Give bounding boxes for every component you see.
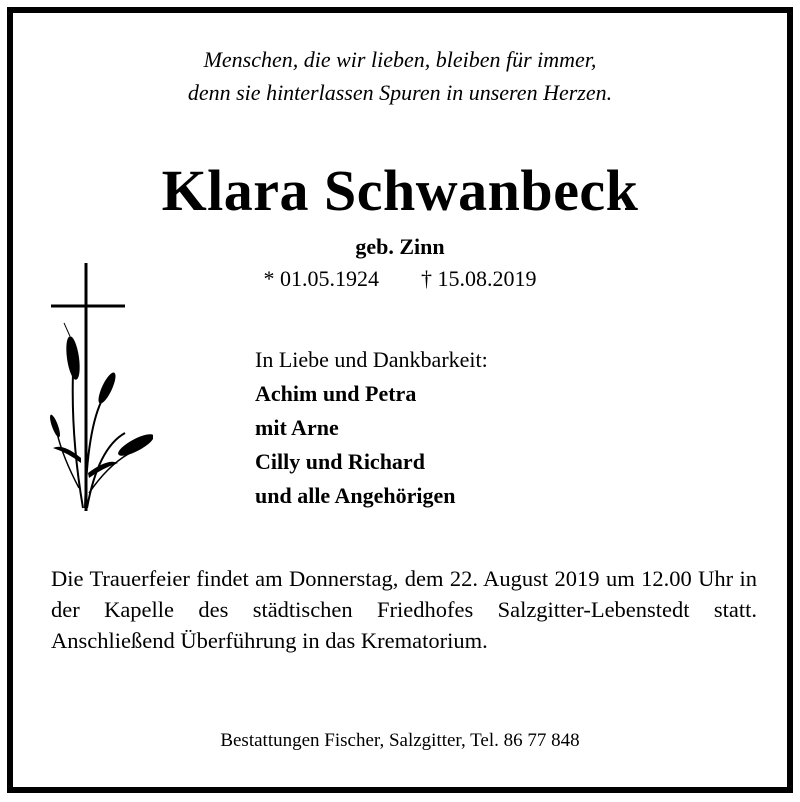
- family-member: und alle Angehörigen: [255, 483, 456, 508]
- cross-with-wheat-icon: [43, 258, 153, 513]
- obituary-frame: [7, 7, 793, 793]
- undertaker-info: Bestattungen Fischer, Salzgitter, Tel. 86 77 848: [220, 730, 580, 751]
- quote-line-1: Menschen, die wir lieben, bleiben für immer,: [203, 47, 597, 72]
- memorial-quote: [13, 43, 787, 109]
- death-date: † 15.08.2019: [421, 266, 537, 291]
- family-member: Cilly und Richard: [255, 449, 425, 474]
- birth-date: * 01.05.1924: [263, 266, 379, 291]
- family-member: Achim und Petra: [255, 381, 417, 406]
- family-signature: [255, 343, 488, 513]
- family-intro: In Liebe und Dankbarkeit:: [255, 347, 488, 372]
- quote-line-2: denn sie hinterlassen Spuren in unseren Herzen.: [187, 80, 613, 105]
- funeral-notice: Die Trauerfeier findet am Donnerstag, dem 22. August 2019 um 12.00 Uhr in der Kapelle des städtischen Friedhofes Salzgitter-Lebenstedt statt. Anschließend Überführung in das Krematorium.: [51, 566, 757, 653]
- deceased-name: Klara Schwanbeck: [161, 158, 639, 223]
- maiden-name: geb. Zinn: [355, 234, 445, 259]
- family-member: mit Arne: [255, 415, 339, 440]
